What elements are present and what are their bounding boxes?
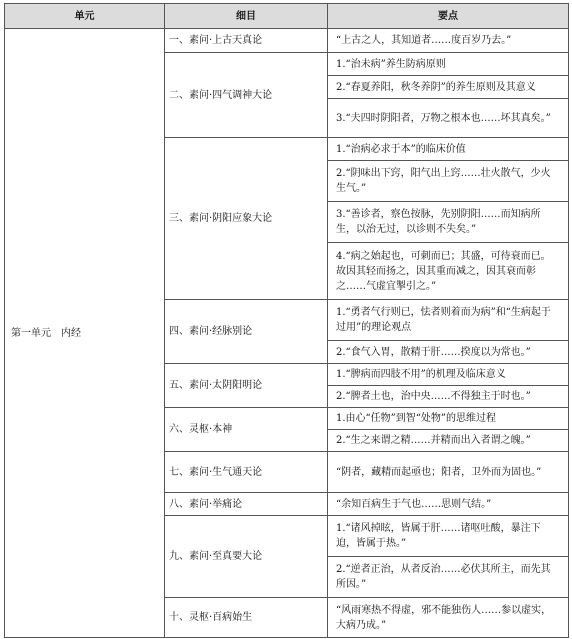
topic-cell: 四、素问·经脉别论 xyxy=(165,300,328,364)
header-topic: 细目 xyxy=(165,4,328,29)
syllabus-table xyxy=(4,3,569,638)
syllabus-table-container xyxy=(4,3,568,638)
header-unit: 单元 xyxy=(5,4,165,29)
point-cell: 3.“夫四时阴阳者，万物之根本也……坏其真矣。” xyxy=(328,99,569,138)
topic-cell: 十、灵枢·百病始生 xyxy=(165,598,328,638)
point-cell: “风雨寒热不得虚，邪不能独伤人……参以虚实，大病乃成。” xyxy=(328,598,569,638)
topic-cell: 六、灵枢·本神 xyxy=(165,408,328,452)
point-cell: 1.由心“任物”到智“处物”的思维过程 xyxy=(328,408,569,430)
point-cell: “上古之人，其知道者……度百岁乃去。” xyxy=(328,29,569,53)
header-points: 要点 xyxy=(328,4,569,29)
table-row xyxy=(5,29,569,53)
topic-cell: 五、素问·太阴阳明论 xyxy=(165,364,328,408)
point-cell: 2.“春夏养阳，秋冬养阴”的养生原则及其意义 xyxy=(328,76,569,99)
topic-cell: 九、素问·至真要大论 xyxy=(165,516,328,598)
point-cell: 1.“治病必求于本”的临床价值 xyxy=(328,138,569,161)
point-cell: “阴者，藏精而起亟也；阳者，卫外而为固也。” xyxy=(328,452,569,493)
point-cell: 2.“生之来谓之精……并精而出入者谓之魄。” xyxy=(328,430,569,452)
point-cell: 2.“逆者正治，从者反治……必伏其所主，而先其所因。” xyxy=(328,557,569,598)
point-cell: 1.“治未病”养生防病原则 xyxy=(328,53,569,76)
point-cell: 2.“脾者土也，治中央……不得独主于时也。” xyxy=(328,386,569,408)
point-cell: 1.“诸风掉眩，皆属于肝……诸呕吐酸，暴注下迫，皆属于热。” xyxy=(328,516,569,557)
point-cell: 1.“勇者气行则已，怯者则着而为病”和“生病起于过用”的理论观点 xyxy=(328,300,569,341)
point-cell: “余知百病生于气也……思则气结。” xyxy=(328,493,569,516)
unit-cell: 第一单元 内经 xyxy=(5,29,165,638)
point-cell: 1.“脾病而四肢不用”的机理及临床意义 xyxy=(328,364,569,386)
point-cell: 2.“食气入胃，散精于肝……揆度以为常也。” xyxy=(328,341,569,364)
topic-cell: 一、素问·上古天真论 xyxy=(165,29,328,53)
table-header-row xyxy=(5,4,569,29)
topic-cell: 三、素问·阴阳应象大论 xyxy=(165,138,328,300)
topic-cell: 八、素问·举痛论 xyxy=(165,493,328,516)
topic-cell: 七、素问·生气通天论 xyxy=(165,452,328,493)
point-cell: 2.“阴味出下窍，阳气出上窍……壮火散气，少火生气。” xyxy=(328,161,569,202)
point-cell: 3.“善诊者，察色按脉，先别阴阳……而知病所生，以治无过，以诊则不失矣。” xyxy=(328,202,569,243)
topic-cell: 二、素问·四气调神大论 xyxy=(165,53,328,138)
point-cell: 4.“病之始起也，可刺而已；其盛，可待衰而已。故因其轻而扬之，因其重而减之，因其衰而彰之……气虚宜掣引之。” xyxy=(328,243,569,300)
